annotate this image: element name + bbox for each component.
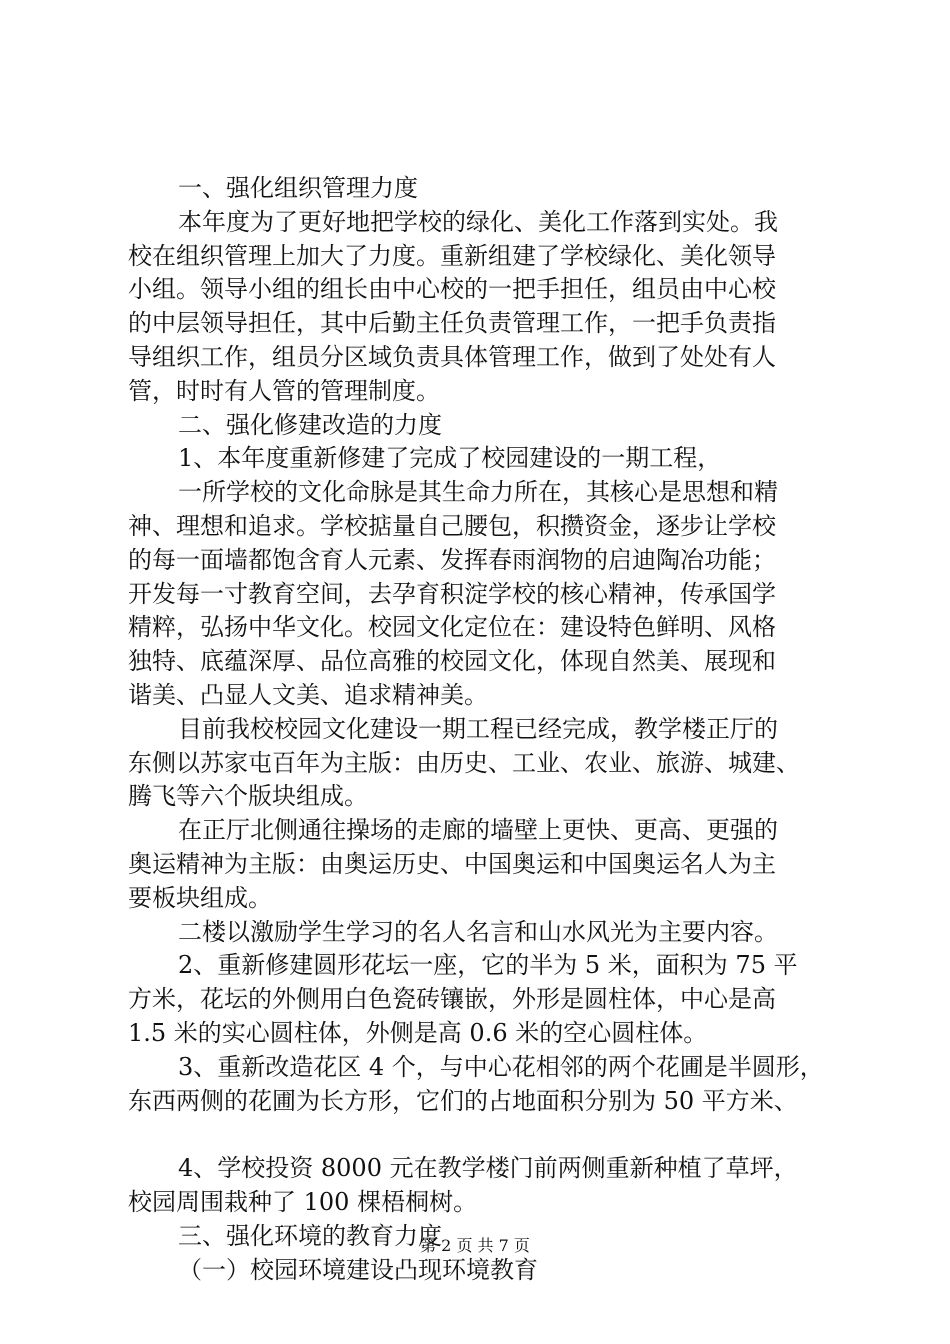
text-line: 校在组织管理上加大了力度。重新组建了学校绿化、美化领导 [128, 241, 776, 270]
text-line: 要板块组成。 [128, 883, 272, 912]
text-line: 谐美、凸显人文美、追求精神美。 [128, 680, 488, 709]
text-line: 二楼以激励学生学习的名人名言和山水风光为主要内容。 [178, 917, 778, 946]
text-line: 一所学校的文化命脉是其生命力所在，其核心是思想和精 [178, 478, 778, 507]
text-line: 小组。领导小组的组长由中心校的一把手担任，组员由中心校 [128, 275, 776, 304]
text-line: 导组织工作，组员分区域负责具体管理工作，做到了处处有人 [128, 342, 776, 371]
text-line: 的中层领导担任，其中后勤主任负责管理工作，一把手负责指 [128, 309, 776, 338]
text-line: 3、重新改造花区 4 个，与中心花相邻的两个花圃是半圆形， [178, 1052, 824, 1081]
document-body [128, 172, 833, 1287]
text-line: 奥运精神为主版：由奥运历史、中国奥运和中国奥运名人为主 [128, 849, 776, 878]
text-line: 腾飞等六个版块组成。 [128, 782, 368, 811]
text-line: 2、重新修建圆形花坛一座，它的半为 5 米，面积为 75 平 [178, 951, 798, 980]
text-line [128, 1118, 833, 1152]
text-line: 方米，花坛的外侧用白色瓷砖镶嵌，外形是圆柱体，中心是高 [128, 985, 776, 1014]
text-line: 1、本年度重新修建了完成了校园建设的一期工程， [178, 444, 722, 473]
text-line: 二、强化修建改造的力度 [178, 410, 442, 439]
text-line: 管，时时有人管的管理制度。 [128, 376, 440, 405]
page-footer: 第 2 页 共 7 页 [420, 1236, 530, 1255]
text-line: 东侧以苏家屯百年为主版：由历史、工业、农业、旅游、城建、 [128, 748, 800, 777]
text-line: 1.5 米的实心圆柱体，外侧是高 0.6 米的空心圆柱体。 [128, 1018, 708, 1047]
text-line: 精粹，弘扬中华文化。校园文化定位在：建设特色鲜明、风格 [128, 613, 776, 642]
text-line: 4、学校投资 8000 元在教学楼门前两侧重新种植了草坪， [178, 1154, 798, 1183]
text-line: 本年度为了更好地把学校的绿化、美化工作落到实处。我 [178, 207, 778, 236]
text-line: 一、强化组织管理力度 [178, 174, 418, 202]
text-line: 独特、底蕴深厚、品位高雅的校园文化，体现自然美、展现和 [128, 647, 776, 676]
text-line: 校园周围栽种了 100 棵梧桐树。 [128, 1187, 478, 1216]
text-line: 东西两侧的花圃为长方形，它们的占地面积分别为 50 平方米、 [128, 1086, 798, 1115]
text-line: 三、强化环境的教育力度 [178, 1221, 442, 1250]
text-line: 目前我校校园文化建设一期工程已经完成，教学楼正厅的 [178, 714, 778, 743]
text-line: 神、理想和追求。学校掂量自己腰包，积攒资金，逐步让学校 [128, 511, 776, 540]
text-line: 在正厅北侧通往操场的走廊的墙壁上更快、更高、更强的 [178, 816, 778, 845]
text-line: 的每一面墙都饱含育人元素、发挥春雨润物的启迪陶冶功能； [128, 545, 776, 574]
text-line: 开发每一寸教育空间，去孕育积淀学校的核心精神，传承国学 [128, 579, 776, 608]
text-line: （一）校园环境建设凸现环境教育 [178, 1255, 538, 1284]
